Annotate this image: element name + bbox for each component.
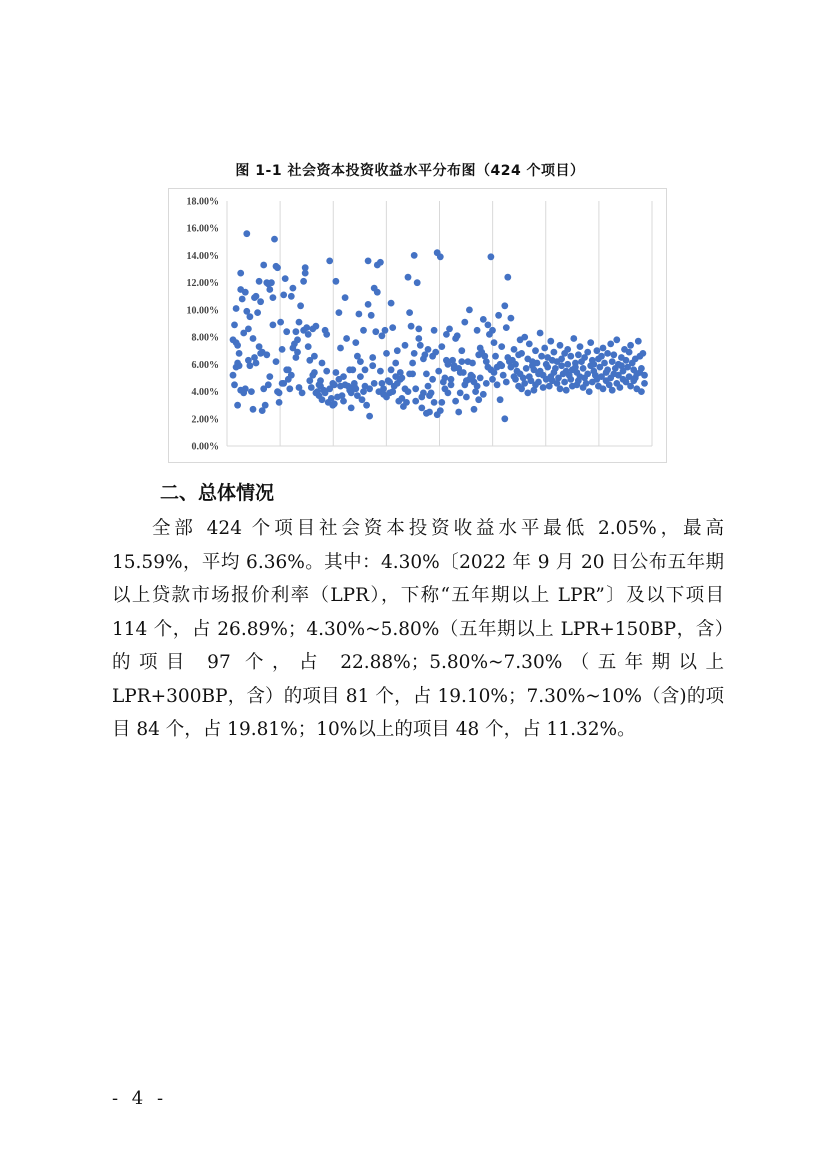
scatter-point <box>331 381 338 388</box>
scatter-point <box>365 301 372 308</box>
scatter-point <box>586 388 593 395</box>
scatter-point <box>290 285 297 292</box>
scatter-point <box>552 365 559 372</box>
scatter-point <box>305 331 312 338</box>
scatter-point <box>564 361 571 368</box>
scatter-point <box>587 339 594 346</box>
scatter-point <box>623 357 630 364</box>
scatter-point <box>231 322 238 329</box>
scatter-point <box>551 349 558 356</box>
scatter-point <box>276 390 283 397</box>
scatter-point <box>635 338 642 345</box>
scatter-point <box>503 324 510 331</box>
scatter-point <box>557 385 564 392</box>
scatter-point <box>352 385 359 392</box>
scatter-point <box>532 347 539 354</box>
scatter-point <box>414 279 421 286</box>
scatter-point <box>300 278 307 285</box>
scatter-point <box>518 350 525 357</box>
scatter-point <box>477 375 484 382</box>
scatter-point <box>423 371 430 378</box>
scatter-point <box>572 360 579 367</box>
scatter-point <box>371 380 378 387</box>
scatter-point <box>256 278 263 285</box>
scatter-point <box>389 324 396 331</box>
scatter-point <box>409 360 416 367</box>
y-tick-label: 12.00% <box>186 278 219 290</box>
scatter-point <box>474 327 481 334</box>
scatter-point <box>296 319 303 326</box>
scatter-point <box>498 343 505 350</box>
y-tick-label: 6.00% <box>191 359 219 371</box>
scatter-point <box>492 353 499 360</box>
scatter-point <box>406 309 413 316</box>
scatter-point <box>405 274 412 281</box>
scatter-point <box>302 270 309 277</box>
scatter-point <box>512 361 519 368</box>
scatter-point <box>610 351 617 358</box>
scatter-point <box>575 351 582 358</box>
scatter-point <box>340 398 347 405</box>
scatter-point <box>480 391 487 398</box>
scatter-point <box>260 262 267 269</box>
scatter-point <box>253 293 260 300</box>
scatter-point <box>294 336 301 343</box>
scatter-point <box>412 398 419 405</box>
scatter-point <box>458 358 465 365</box>
scatter-point <box>508 315 515 322</box>
scatter-point <box>512 376 519 383</box>
scatter-point <box>604 350 611 357</box>
scatter-point <box>538 353 545 360</box>
scatter-point <box>598 353 605 360</box>
scatter-point <box>357 373 364 380</box>
scatter-point <box>266 373 273 380</box>
scatter-point <box>326 258 333 265</box>
scatter-point <box>313 323 320 330</box>
scatter-point <box>626 349 633 356</box>
scatter-point <box>437 253 444 260</box>
scatter-point <box>276 399 283 406</box>
scatter-point <box>348 405 355 412</box>
scatter-point <box>584 371 591 378</box>
scatter-point <box>601 360 608 367</box>
scatter-point <box>609 387 616 394</box>
scatter-point <box>570 335 577 342</box>
scatter-point <box>311 369 318 376</box>
scatter-point <box>455 409 462 416</box>
scatter-point <box>497 396 504 403</box>
scatter-point <box>638 365 645 372</box>
scatter-point <box>417 342 424 349</box>
scatter-point <box>319 396 326 403</box>
page-number: - 4 - <box>112 1088 168 1109</box>
scatter-point <box>357 358 364 365</box>
scatter-point <box>535 379 542 386</box>
scatter-point <box>411 350 418 357</box>
scatter-point <box>392 360 399 367</box>
scatter-point <box>280 292 287 299</box>
scatter-point <box>494 381 501 388</box>
scatter-point <box>415 326 422 333</box>
scatter-point <box>286 385 293 392</box>
scatter-point <box>498 362 505 369</box>
scatter-point <box>483 380 490 387</box>
scatter-point <box>485 322 492 329</box>
scatter-point <box>448 381 455 388</box>
scatter-point <box>469 360 476 367</box>
scatter-point <box>627 342 634 349</box>
scatter-point <box>247 362 254 369</box>
scatter-point <box>359 396 366 403</box>
scatter-point <box>303 324 310 331</box>
scatter-point <box>273 358 280 365</box>
scatter-point <box>540 384 547 391</box>
scatter-point <box>380 385 387 392</box>
scatter-point <box>641 372 648 379</box>
scatter-point <box>501 415 508 422</box>
y-tick-label: 10.00% <box>186 305 219 317</box>
scatter-point <box>369 354 376 361</box>
scatter-point <box>428 390 435 397</box>
scatter-point <box>343 335 350 342</box>
scatter-point <box>279 346 286 353</box>
scatter-point <box>442 375 449 382</box>
scatter-point <box>234 402 241 409</box>
scatter-point <box>293 328 300 335</box>
scatter-point <box>265 381 272 388</box>
scatter-point <box>523 365 530 372</box>
scatter-point <box>333 369 340 376</box>
scatter-point <box>489 327 496 334</box>
scatter-point <box>584 349 591 356</box>
scatter-point <box>270 294 277 301</box>
scatter-chart <box>168 188 667 463</box>
scatter-point <box>503 379 510 386</box>
scatter-point <box>323 368 330 375</box>
scatter-point <box>561 379 568 386</box>
scatter-point <box>319 360 326 367</box>
scatter-point <box>388 300 395 307</box>
scatter-point <box>242 289 249 296</box>
scatter-point <box>409 371 416 378</box>
scatter-point <box>274 264 281 271</box>
scatter-point <box>438 343 445 350</box>
scatter-point <box>248 388 255 395</box>
scatter-point <box>363 402 370 409</box>
scatter-point <box>488 253 495 260</box>
scatter-point <box>336 309 343 316</box>
scatter-point <box>288 293 295 300</box>
scatter-point <box>236 362 243 369</box>
scatter-point <box>243 230 250 237</box>
scatter-point <box>231 381 238 388</box>
scatter-point <box>268 279 275 286</box>
scatter-point <box>435 368 442 375</box>
scatter-point <box>604 366 611 373</box>
y-tick-label: 8.00% <box>191 332 219 344</box>
y-tick-label: 2.00% <box>191 414 219 426</box>
scatter-point <box>609 358 616 365</box>
scatter-point <box>394 347 401 354</box>
scatter-point <box>408 323 415 330</box>
scatter-point <box>452 398 459 405</box>
scatter-point <box>501 302 508 309</box>
scatter-point <box>369 362 376 369</box>
scatter-point <box>294 349 301 356</box>
scatter-point <box>640 350 647 357</box>
scatter-point <box>537 330 544 337</box>
scatter-point <box>365 258 372 265</box>
scatter-point <box>337 345 344 352</box>
scatter-point <box>475 396 482 403</box>
scatter-point <box>437 407 444 414</box>
scatter-point <box>239 296 246 303</box>
scatter-point <box>230 372 237 379</box>
scatter-point <box>270 322 277 329</box>
scatter-point <box>266 286 273 293</box>
scatter-point <box>544 364 551 371</box>
scatter-point <box>250 406 257 413</box>
chart-frame <box>169 189 667 463</box>
scatter-point <box>524 390 531 397</box>
y-tick-label: 16.00% <box>186 223 219 235</box>
scatter-point <box>352 339 359 346</box>
scatter-point <box>242 385 249 392</box>
scatter-point <box>567 376 574 383</box>
scatter-point <box>288 372 295 379</box>
scatter-point <box>500 372 507 379</box>
scatter-point <box>511 346 518 353</box>
scatter-point <box>245 326 252 333</box>
scatter-point <box>600 345 607 352</box>
scatter-point <box>368 312 375 319</box>
scatter-point <box>340 373 347 380</box>
scatter-point <box>388 366 395 373</box>
scatter-point <box>521 380 528 387</box>
scatter-point <box>504 274 511 281</box>
y-tick-label: 4.00% <box>191 387 219 399</box>
scatter-point <box>480 316 487 323</box>
scatter-point <box>342 294 349 301</box>
y-tick-label: 0.00% <box>191 441 219 453</box>
scatter-point <box>580 365 587 372</box>
scatter-point <box>491 339 498 346</box>
scatter-point <box>349 366 356 373</box>
scatter-point <box>526 341 533 348</box>
scatter-point <box>541 345 548 352</box>
body-paragraph: 全部 424 个项目社会资本投资收益水平最低 2.05%，最高 15.59%，平均 6.36%。其中：4.30%〔2022 年 9 月 20 日公布五年期以上贷款市场报价利率（LPR），下称“五年期以上 LPR”〕及以下项目 114 个，占 26.89%；4.30%~5.80%（五年期以上 LPR+150BP，含）的项目 97 个，占 22.88%；5.80%~7.30%（五年期以上 LPR+300BP，含）的项目 81 个，占 19.10%；7.30%~10%（含)的项目 84 个，占 19.81%；10%以上的项目 48 个，占 11.32%。 <box>112 518 724 740</box>
scatter-point <box>250 335 257 342</box>
scatter-point <box>617 384 624 391</box>
scatter-point <box>257 298 264 305</box>
scatter-point <box>366 413 373 420</box>
scatter-point <box>583 380 590 387</box>
scatter-point <box>377 368 384 375</box>
scatter-point <box>463 394 470 401</box>
scatter-point <box>429 376 436 383</box>
scatter-point <box>590 361 597 368</box>
scatter-point <box>460 369 467 376</box>
scatter-point <box>641 380 648 387</box>
scatter-point <box>299 390 306 397</box>
scatter-point <box>607 341 614 348</box>
scatter-point <box>461 319 468 326</box>
scatter-point <box>432 349 439 356</box>
scatter-point <box>233 305 240 312</box>
scatter-point <box>323 331 330 338</box>
scatter-point <box>446 326 453 333</box>
scatter-point <box>457 390 464 397</box>
scatter-point <box>297 302 304 309</box>
y-tick-label: 14.00% <box>186 250 219 262</box>
scatter-point <box>418 405 425 412</box>
scatter-point <box>356 311 363 318</box>
scatter-point <box>489 376 496 383</box>
y-tick-label: 18.00% <box>186 196 219 208</box>
scatter-point <box>283 328 290 335</box>
scatter-point <box>613 336 620 343</box>
scatter-point <box>271 236 278 243</box>
scatter-point <box>563 387 570 394</box>
scatter-point <box>377 259 384 266</box>
scatter-point <box>411 252 418 259</box>
scatter-point <box>405 388 412 395</box>
scatter-point <box>547 338 554 345</box>
scatter-point <box>282 275 289 282</box>
scatter-point <box>305 343 312 350</box>
scatter-point <box>262 402 269 409</box>
scatter-point <box>254 309 261 316</box>
scatter-point <box>382 327 389 334</box>
scatter-point <box>420 390 427 397</box>
scatter-point <box>426 409 433 416</box>
scatter-point <box>577 343 584 350</box>
scatter-point <box>234 342 241 349</box>
scatter-point <box>521 334 528 341</box>
scatter-point <box>495 312 502 319</box>
scatter-point <box>564 346 571 353</box>
scatter-point <box>383 350 390 357</box>
scatter-point <box>311 353 318 360</box>
scatter-point <box>402 342 409 349</box>
scatter-point <box>557 342 564 349</box>
scatter-point <box>431 327 438 334</box>
scatter-point <box>458 347 465 354</box>
scatter-point <box>445 390 452 397</box>
scatter-point <box>360 327 367 334</box>
figure-title: 图 1-1 社会资本投资收益水平分布图（424 个项目） <box>235 163 585 179</box>
scatter-point <box>412 385 419 392</box>
scatter-point <box>236 350 243 357</box>
scatter-point <box>277 319 284 326</box>
scatter-point <box>425 383 432 390</box>
scatter-point <box>362 366 369 373</box>
scatter-point <box>474 383 481 390</box>
scatter-point <box>403 399 410 406</box>
scatter-point <box>471 406 478 413</box>
scatter-point <box>366 385 373 392</box>
scatter-point <box>399 375 406 382</box>
section-heading: 二、总体情况 <box>160 482 275 504</box>
scatter-point <box>638 388 645 395</box>
scatter-point <box>374 289 381 296</box>
scatter-point <box>237 270 244 277</box>
scatter-point <box>372 328 379 335</box>
scatter-point <box>333 278 340 285</box>
scatter-point <box>600 385 607 392</box>
scatter-point <box>567 353 574 360</box>
scatter-point <box>431 399 438 406</box>
scatter-point <box>247 313 254 320</box>
scatter-point <box>594 347 601 354</box>
scatter-point <box>263 351 270 358</box>
scatter-point <box>466 307 473 314</box>
scatter-point <box>454 332 461 339</box>
scatter-point <box>438 399 445 406</box>
scatter-point <box>308 384 315 391</box>
chart-svg <box>168 188 667 463</box>
scatter-point <box>415 335 422 342</box>
scatter-point <box>558 362 565 369</box>
scatter-point <box>253 360 260 367</box>
scatter-point <box>331 400 338 407</box>
scatter-point <box>534 360 541 367</box>
scatter-point <box>425 346 432 353</box>
